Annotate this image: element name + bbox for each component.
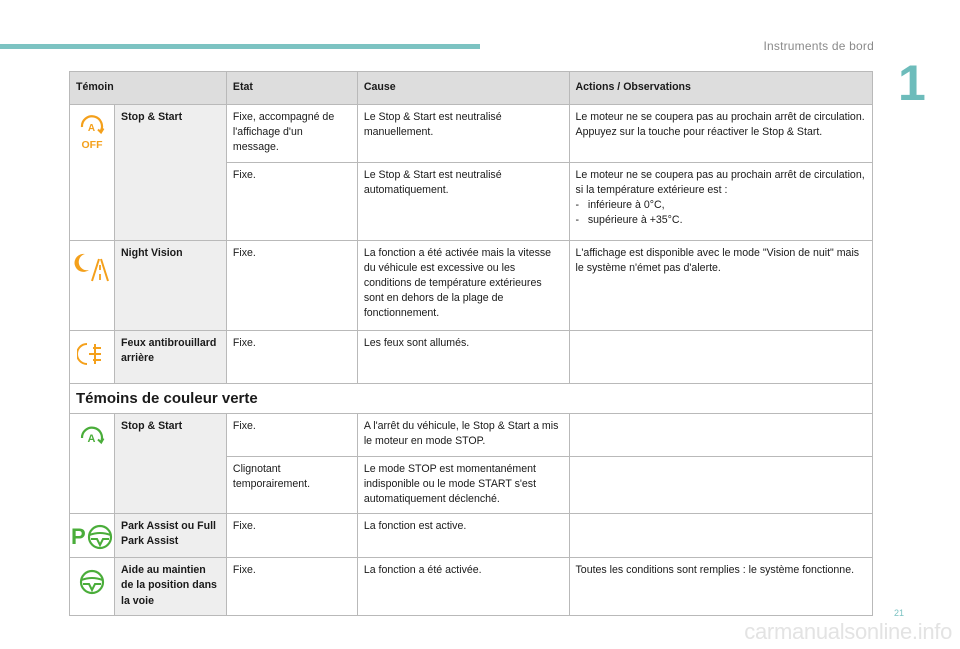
watermark: carmanualsonline.info bbox=[744, 619, 952, 644]
stop-start-off-icon bbox=[76, 115, 108, 149]
observation-list-item: - inférieure à 0°C, bbox=[575, 199, 665, 212]
cause-cell: Le Stop & Start est neutralisé manuellement. bbox=[357, 105, 569, 163]
observation-text: Le moteur ne se coupera pas au prochain arrêt de circulation. bbox=[575, 111, 865, 123]
cause-cell: La fonction a été activée. bbox=[357, 558, 569, 616]
etat-cell: Fixe. bbox=[226, 413, 357, 456]
observations-cell bbox=[569, 413, 872, 456]
observations-cell bbox=[569, 456, 872, 514]
rear-fog-light-icon-cell bbox=[70, 330, 115, 383]
park-assist-icon-cell bbox=[70, 514, 115, 558]
temoin-name: Aide au maintien de la position dans la voie bbox=[115, 558, 227, 616]
chapter-number: 1 bbox=[898, 55, 926, 111]
park-assist-icon bbox=[70, 522, 114, 550]
table-row bbox=[70, 240, 873, 330]
cause-cell: Le mode STOP est momentanément indisponible ou le mode START s'est automatiquement déclenché. bbox=[357, 456, 569, 514]
etat-cell: Fixe. bbox=[226, 330, 357, 383]
page-number: 21 bbox=[893, 608, 904, 618]
temoin-name: Park Assist ou Full Park Assist bbox=[115, 514, 227, 558]
etat-cell: Fixe. bbox=[226, 558, 357, 616]
observation-text: Le moteur ne se coupera pas au prochain arrêt de circulation, si la température extérieure est : bbox=[575, 168, 865, 196]
warning-lights-table bbox=[69, 71, 873, 616]
cause-cell: A l'arrêt du véhicule, le Stop & Start a mis le moteur en mode STOP. bbox=[357, 413, 569, 456]
svg-text:A: A bbox=[87, 123, 96, 134]
header-cause: Cause bbox=[357, 72, 569, 105]
rear-fog-light-icon bbox=[77, 341, 107, 367]
etat-cell: Fixe. bbox=[226, 162, 357, 240]
stop-start-icon-cell bbox=[70, 413, 115, 514]
table-row bbox=[70, 413, 873, 456]
night-vision-icon bbox=[74, 251, 110, 283]
section-row bbox=[70, 383, 873, 413]
etat-cell: Fixe. bbox=[226, 514, 357, 558]
temoin-name: Stop & Start bbox=[115, 413, 227, 514]
table-header-row bbox=[70, 72, 873, 105]
svg-text:P: P bbox=[71, 524, 86, 550]
cause-cell: Les feux sont allumés. bbox=[357, 330, 569, 383]
observation-text: Appuyez sur la touche pour réactiver le Stop & Start. bbox=[575, 126, 823, 139]
temoin-name: Stop & Start bbox=[115, 105, 227, 241]
observations-cell bbox=[569, 105, 872, 163]
temoin-name: Feux antibrouillard arrière bbox=[115, 330, 227, 383]
cause-cell: La fonction a été activée mais la vitesse du véhicule est excessive ou les conditions de température extérieures sont en dehors de la plage de fonctionnement. bbox=[357, 240, 569, 330]
table-row bbox=[70, 514, 873, 558]
night-vision-icon-cell bbox=[70, 240, 115, 330]
temoin-name: Night Vision bbox=[115, 240, 227, 330]
table-row bbox=[70, 105, 873, 163]
header-temoin: Témoin bbox=[70, 72, 227, 105]
chapter-title: Instruments de bord bbox=[763, 39, 874, 53]
observations-cell bbox=[569, 514, 872, 558]
lane-keeping-icon bbox=[78, 568, 106, 596]
stop-start-icon bbox=[77, 424, 107, 452]
stop-start-off-icon-cell bbox=[70, 105, 115, 241]
cause-cell: La fonction est active. bbox=[357, 514, 569, 558]
section-heading: Témoins de couleur verte bbox=[70, 383, 873, 413]
header-actions: Actions / Observations bbox=[569, 72, 872, 105]
observation-list-item: - supérieure à +35°C. bbox=[575, 214, 683, 227]
table-row bbox=[70, 330, 873, 383]
svg-text:OFF: OFF bbox=[81, 139, 103, 149]
lane-keeping-icon-cell bbox=[70, 558, 115, 616]
etat-cell: Fixe, accompagné de l'affichage d'un message. bbox=[226, 105, 357, 163]
cause-cell: Le Stop & Start est neutralisé automatiquement. bbox=[357, 162, 569, 240]
observations-cell: Toutes les conditions sont remplies : le système fonctionne. bbox=[569, 558, 872, 616]
observations-cell: L'affichage est disponible avec le mode "Vision de nuit" mais le système n'émet pas d'alerte. bbox=[569, 240, 872, 330]
header-etat: Etat bbox=[226, 72, 357, 105]
etat-cell: Fixe. bbox=[226, 240, 357, 330]
svg-text:A: A bbox=[87, 432, 96, 445]
observations-cell bbox=[569, 162, 872, 240]
header-accent-bar bbox=[0, 44, 480, 49]
observations-cell bbox=[569, 330, 872, 383]
etat-cell: Clignotant temporairement. bbox=[226, 456, 357, 514]
table-row bbox=[70, 558, 873, 616]
